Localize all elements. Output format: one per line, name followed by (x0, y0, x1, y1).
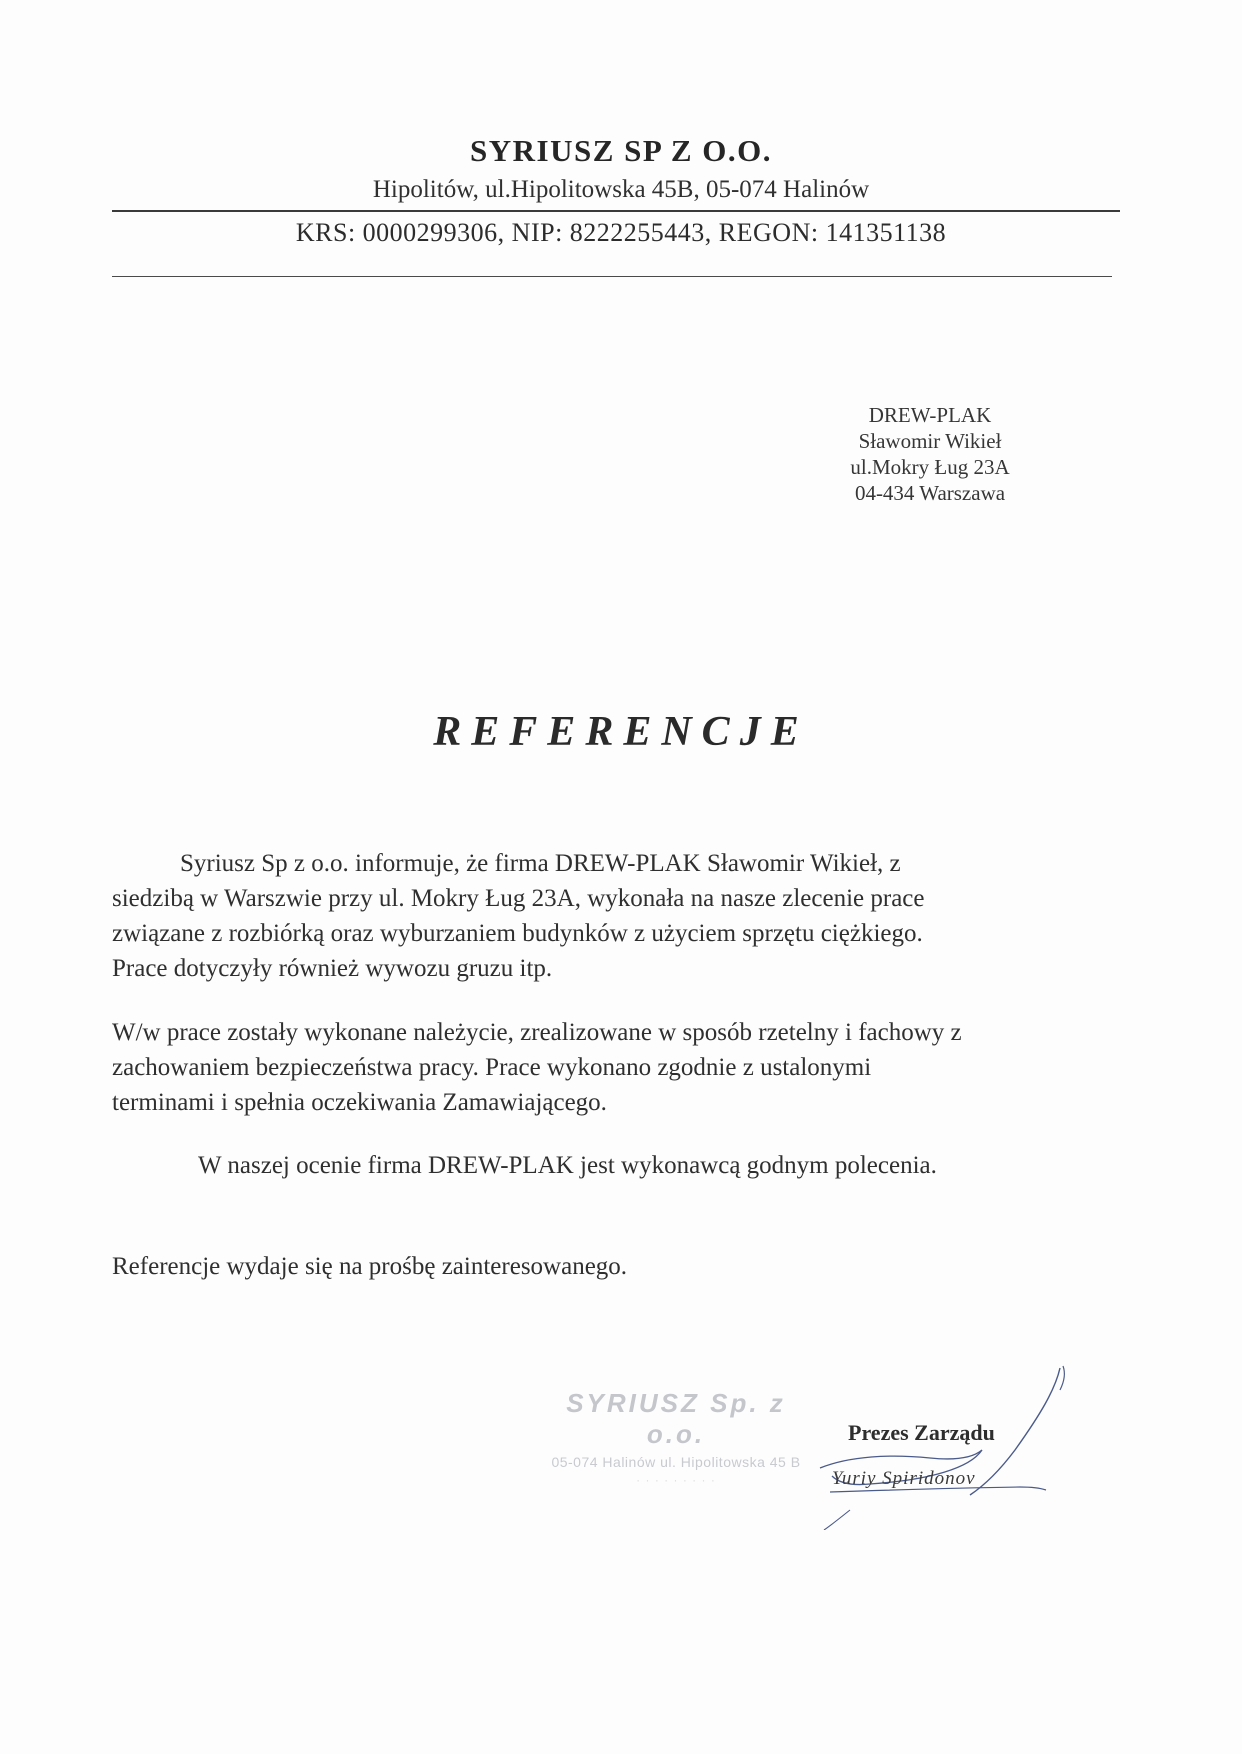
paragraph-line: siedzibą w Warszwie przy ul. Mokry Ług 23A, wykonała na nasze zlecenie prace (112, 885, 925, 912)
recipient-street: ul.Mokry Ług 23A (850, 455, 1010, 479)
stamp-company-name: SYRIUSZ Sp. z o.o. (566, 1388, 786, 1449)
recipient-address-block (770, 402, 1090, 506)
letterhead-bottom-divider (112, 276, 1112, 277)
letterhead-divider (112, 210, 1120, 212)
paragraph-line: Prace dotyczyły również wywozu gruzu itp. (112, 955, 553, 982)
paragraph-line: terminami i spełnia oczekiwania Zamawiającego. (112, 1089, 607, 1116)
paragraph-line: zachowaniem bezpieczeństwa pracy. Prace wykonano zgodnie z ustalonymi (112, 1054, 872, 1081)
paragraph-line: Syriusz Sp z o.o. informuje, że firma DREW-PLAK Sławomir Wikieł, z (180, 850, 901, 877)
recipient-company: DREW-PLAK (868, 403, 992, 427)
recipient-person: Sławomir Wikieł (858, 429, 1002, 453)
body-paragraph-3: W naszej ocenie firma DREW-PLAK jest wykonawcą godnym polecenia. (198, 1152, 937, 1179)
company-name: SYRIUSZ SP Z O.O. (469, 133, 772, 168)
company-stamp (536, 1388, 816, 1487)
signatory-name: Yuriy Spiridonov (832, 1468, 976, 1489)
company-registration-ids: KRS: 0000299306, NIP: 8222255443, REGON: 141351138 (295, 218, 947, 247)
paragraph-line: W/w prace zostały wykonane należycie, zrealizowane w sposób rzetelny i fachowy z (112, 1019, 962, 1046)
document-title: REFERENCJE (433, 709, 809, 755)
stamp-faint-line: · · · · · · · · · (636, 1473, 716, 1487)
paragraph-line: związane z rozbiórką oraz wyburzaniem budynków z użyciem sprzętu ciężkiego. (112, 920, 923, 947)
recipient-city: 04-434 Warszawa (854, 481, 1006, 505)
stamp-address: 05-074 Halinów ul. Hipolitowska 45 B (551, 1454, 801, 1470)
signatory-role: Prezes Zarządu (848, 1420, 995, 1445)
body-paragraph-2 (112, 1015, 1122, 1120)
body-paragraph-4: Referencje wydaje się na prośbę zainteresowanego. (112, 1253, 628, 1280)
company-address: Hipolitów, ul.Hipolitowska 45B, 05-074 Halinów (372, 176, 870, 203)
body-paragraph-1 (112, 846, 1112, 986)
